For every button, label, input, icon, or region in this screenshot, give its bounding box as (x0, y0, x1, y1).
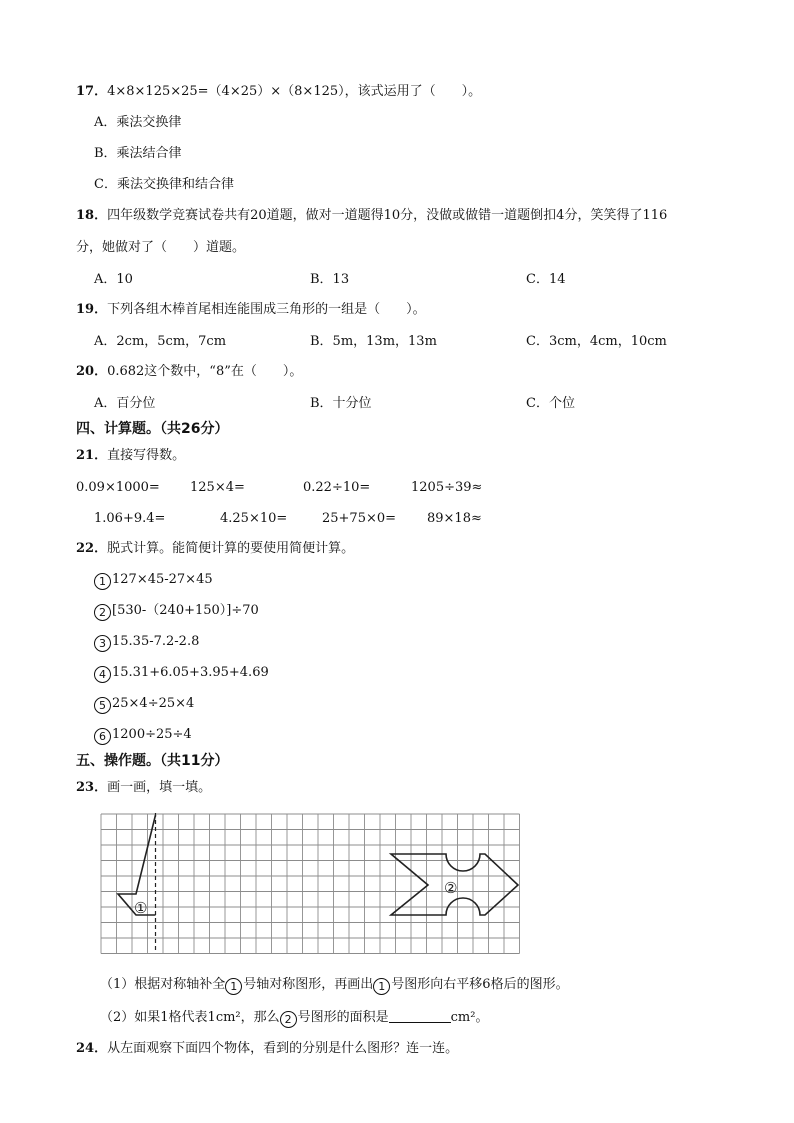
section-5-heading: 五、操作题。（共11分） (76, 753, 229, 769)
q22-item (94, 727, 192, 745)
q22-item (94, 665, 269, 683)
q17-line (76, 84, 481, 100)
q18-line1 (76, 208, 667, 224)
q22-expression: 127×45-27×45 (112, 572, 213, 587)
q23-part-2-text-a: （2）如果1格代表1cm²，那么 (100, 1010, 280, 1025)
q22-item (94, 603, 259, 621)
q19-stem: 下列各组木棒首尾相连能围成三角形的一组是（ ）。 (107, 302, 426, 317)
q23-part-1-text-c: 号图形向右平移6格后的图形。 (391, 977, 569, 992)
shape-2-label: ② (444, 879, 458, 897)
circled-number-mark: 5 (94, 697, 111, 714)
q20-number: 20． (76, 364, 108, 379)
q17-option-c: C．乘法交换律和结合律 (94, 177, 234, 192)
q22-item (94, 572, 213, 590)
q20-option-c: C．个位 (526, 396, 575, 411)
q17-number: 17． (76, 84, 108, 99)
q22-item (94, 696, 194, 714)
q23-part-1 (100, 977, 569, 995)
grid-figure (100, 813, 522, 958)
q22-number: 22． (76, 541, 108, 556)
q23-part-1-text-b: 号轴对称图形，再画出 (243, 977, 374, 992)
q21-item: 1205÷39≈ (411, 480, 483, 495)
q20-option-a: A．百分位 (94, 396, 156, 411)
q18-option-c: C．14 (526, 272, 566, 287)
shape-1-label: ① (134, 899, 148, 917)
q23-part-1-text-a: （1）根据对称轴补全 (100, 977, 226, 992)
q19-option-a: A．2cm，5cm，7cm (94, 334, 227, 349)
q20-stem: 0.682这个数中，“8”在（ ）。 (107, 364, 303, 379)
q22-expression: [530-（240+150）]÷70 (112, 603, 259, 618)
section-4-heading: 四、计算题。（共26分） (76, 421, 229, 437)
q21-item: 0.22÷10= (303, 480, 371, 495)
q23-line (76, 780, 211, 796)
q22-expression: 25×4÷25×4 (112, 696, 195, 711)
q18-number: 18． (76, 208, 108, 223)
q22-expression: 15.31+6.05+3.95+4.69 (112, 665, 269, 680)
q22-item (94, 634, 199, 652)
q21-item: 89×18≈ (427, 511, 482, 526)
q18-option-a: A．10 (94, 272, 133, 287)
circled-number-mark: 2 (280, 1011, 297, 1028)
q22-line (76, 541, 354, 557)
q18-stem-2: 分，她做对了（ ）道题。 (76, 240, 246, 255)
circled-number-mark: 1 (373, 978, 390, 995)
q24-number: 24． (76, 1041, 108, 1056)
q20-line (76, 364, 302, 380)
q19-option-c: C．3cm，4cm，10cm (526, 334, 667, 349)
q20-option-b: B．十分位 (310, 396, 372, 411)
q21-item: 125×4= (190, 480, 245, 495)
q19-number: 19． (76, 302, 108, 317)
q21-number: 21． (76, 448, 108, 463)
answer-blank[interactable] (389, 1010, 451, 1023)
circled-number-mark: 2 (94, 604, 111, 621)
q24-stem: 从左面观察下面四个物体，看到的分别是什么图形？连一连。 (107, 1041, 459, 1056)
q23-number: 23． (76, 780, 108, 795)
q23-stem: 画一画，填一填。 (107, 780, 212, 795)
q24-line (76, 1041, 458, 1057)
q23-part-2-text-c: cm²。 (450, 1010, 489, 1025)
q19-option-b: B．5m，13m，13m (310, 334, 437, 349)
circled-number-mark: 1 (225, 978, 242, 995)
q23-part-2-text-b: 号图形的面积是 (297, 1010, 389, 1025)
q18-stem-1: 四年级数学竞赛试卷共有20道题，做对一道题得10分，没做或做错一道题倒扣4分，笑笑得了116 (107, 208, 668, 223)
q22-stem: 脱式计算。能简便计算的要使用简便计算。 (107, 541, 355, 556)
circled-number-mark: 1 (94, 573, 111, 590)
circled-number-mark: 6 (94, 728, 111, 745)
q21-item: 0.09×1000= (76, 480, 160, 495)
q17-option-a: A．乘法交换律 (94, 115, 182, 130)
q21-item: 25+75×0= (322, 511, 397, 526)
q22-expression: 15.35-7.2-2.8 (112, 634, 200, 649)
q17-option-b: B．乘法结合律 (94, 146, 182, 161)
q19-line (76, 302, 426, 318)
circled-number-mark: 3 (94, 635, 111, 652)
q18-option-b: B．13 (310, 272, 350, 287)
circled-number-mark: 4 (94, 666, 111, 683)
q22-expression: 1200÷25÷4 (112, 727, 192, 742)
q21-line (76, 448, 185, 464)
q21-stem: 直接写得数。 (107, 448, 186, 463)
q23-part-2 (100, 1010, 488, 1028)
q21-item: 1.06+9.4= (94, 511, 166, 526)
q17-stem: 4×8×125×25=（4×25）×（8×125），该式运用了（ ）。 (107, 84, 482, 99)
q21-item: 4.25×10= (220, 511, 288, 526)
